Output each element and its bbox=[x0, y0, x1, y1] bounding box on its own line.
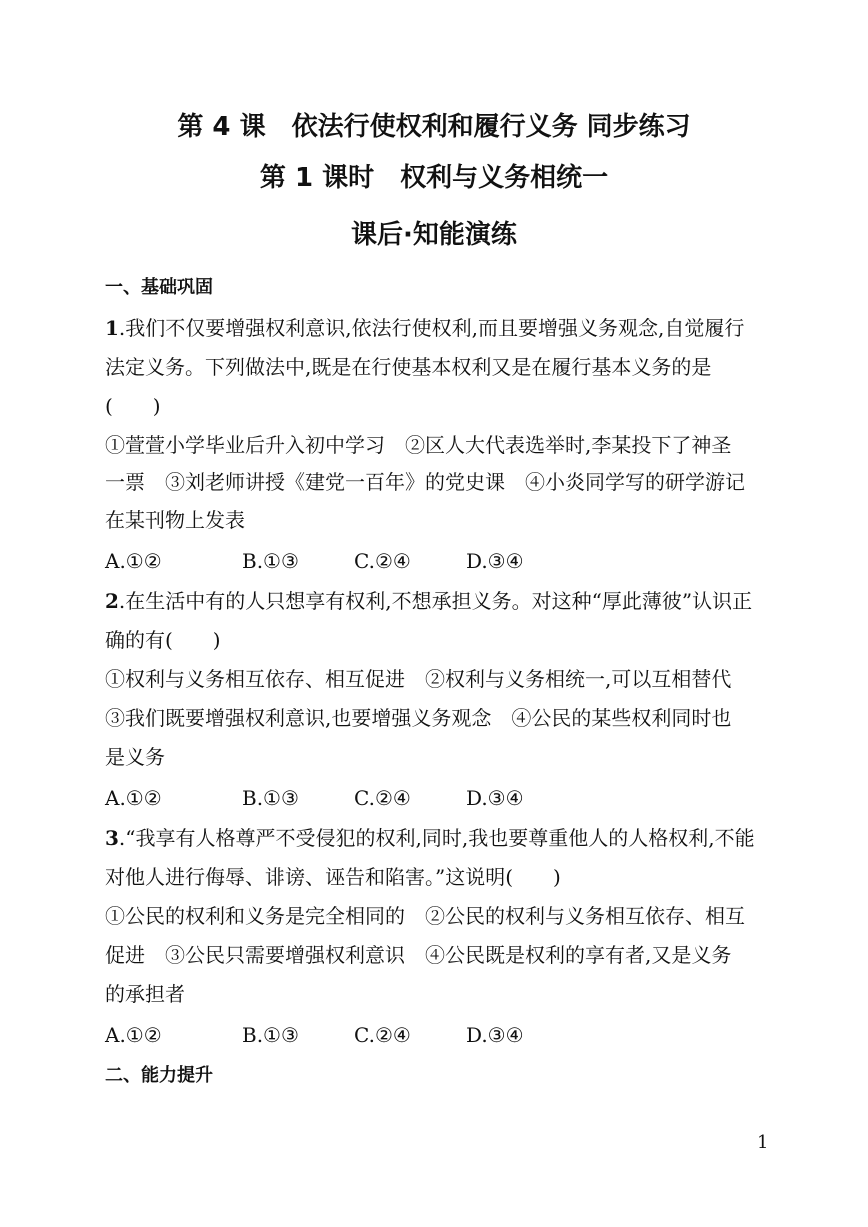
option-a: A.①② bbox=[105, 786, 162, 810]
option-c: C.②④ bbox=[354, 786, 411, 810]
option-d: D.③④ bbox=[466, 549, 524, 573]
page-number: 1 bbox=[757, 1132, 769, 1153]
question-2-line-1 bbox=[105, 589, 785, 613]
practice-section-title: 课后·知能演练 bbox=[351, 220, 517, 250]
question-1-line-1 bbox=[105, 316, 785, 340]
question-3-line-1 bbox=[105, 826, 785, 850]
question-2-statements-1: ①权利与义务相互依存、相互促进 ②权利与义务相统一,可以互相替代 bbox=[105, 667, 732, 691]
question-2-number: 2 bbox=[105, 589, 119, 613]
question-3-statements-1: ①公民的权利和义务是完全相同的 ②公民的权利与义务相互依存、相互 bbox=[105, 904, 745, 928]
question-3-statements-3: 的承担者 bbox=[105, 982, 185, 1006]
question-2-line-2: 确的有( ) bbox=[105, 628, 221, 652]
question-2-statements-3: 是义务 bbox=[105, 745, 165, 769]
option-a: A.①② bbox=[105, 549, 162, 573]
question-1-statements-2: 一票 ③刘老师讲授《建党一百年》的党史课 ④小炎同学写的研学游记 bbox=[105, 470, 745, 494]
option-c: C.②④ bbox=[354, 1023, 411, 1047]
question-3-number: 3 bbox=[105, 826, 119, 850]
lesson-title: 第 4 课 依法行使权利和履行义务 同步练习 bbox=[177, 112, 691, 142]
option-d: D.③④ bbox=[466, 786, 524, 810]
option-d: D.③④ bbox=[466, 1023, 524, 1047]
question-1-statements-1: ①萱萱小学毕业后升入初中学习 ②区人大代表选举时,李某投下了神圣 bbox=[105, 433, 732, 457]
question-1-line-2: 法定义务。下列做法中,既是在行使基本权利又是在履行基本义务的是 bbox=[105, 355, 712, 379]
section-basic-heading: 一、基础巩固 bbox=[105, 277, 213, 298]
question-3-statements-2: 促进 ③公民只需要增强权利意识 ④公民既是权利的享有者,又是义务 bbox=[105, 943, 732, 967]
question-1-statements-3: 在某刊物上发表 bbox=[105, 508, 245, 532]
option-b: B.①③ bbox=[242, 549, 299, 573]
option-c: C.②④ bbox=[354, 549, 411, 573]
question-2-statements-2: ③我们既要增强权利意识,也要增强义务观念 ④公民的某些权利同时也 bbox=[105, 706, 732, 730]
section-advanced-heading: 二、能力提升 bbox=[105, 1065, 213, 1086]
question-1-blank: ( ) bbox=[105, 394, 161, 418]
question-1-text: .我们不仅要增强权利意识,依法行使权利,而且要增强义务观念,自觉履行 bbox=[118, 316, 745, 340]
option-b: B.①③ bbox=[242, 1023, 299, 1047]
question-2-text: .在生活中有的人只想享有权利,不想承担义务。对这种“厚此薄彼”认识正 bbox=[118, 589, 753, 613]
option-a: A.①② bbox=[105, 1023, 162, 1047]
question-1-number: 1 bbox=[105, 316, 119, 340]
question-3-line-2: 对他人进行侮辱、诽谤、诬告和陷害。”这说明( ) bbox=[105, 865, 561, 889]
period-title: 第 1 课时 权利与义务相统一 bbox=[259, 163, 609, 193]
option-b: B.①③ bbox=[242, 786, 299, 810]
question-3-text: .“我享有人格尊严不受侵犯的权利,同时,我也要尊重他人的人格权利,不能 bbox=[118, 826, 755, 850]
